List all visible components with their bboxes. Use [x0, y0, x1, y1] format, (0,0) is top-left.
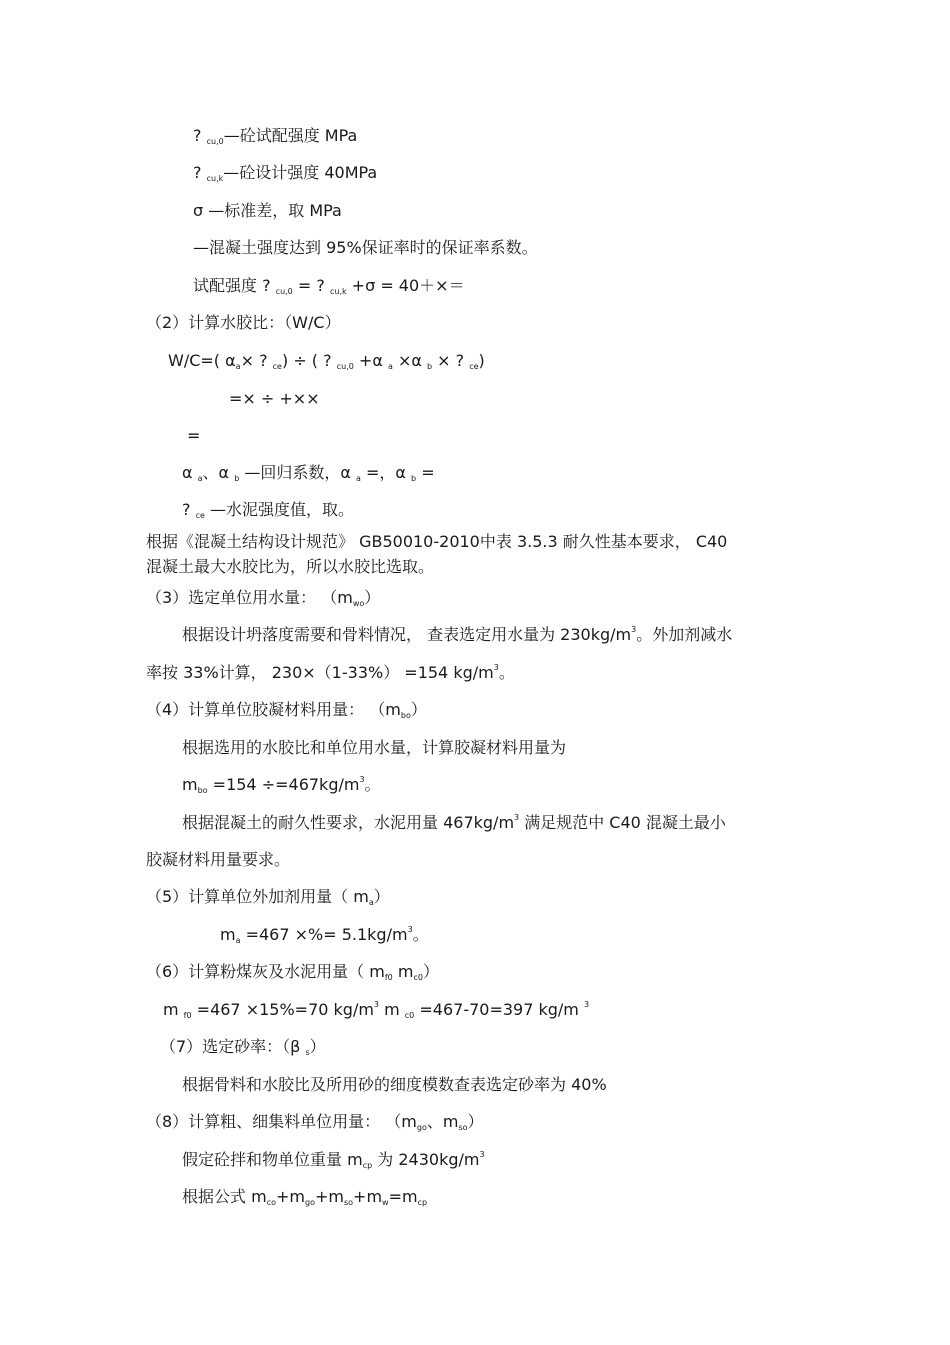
- formula-line: =: [187, 426, 201, 445]
- formula-line: ma =467 ×%= $5.1kg/m^3$。: [220, 925, 429, 945]
- paragraph-line: 假定砼拌和物单位重量 mcp 为 $2430kg/m^3$: [182, 1150, 485, 1170]
- section-heading: （4）计算单位胶凝材料用量： （mbo）: [146, 700, 427, 720]
- text-line: σ —标准差，取 MPa: [193, 201, 342, 220]
- section-heading: （6）计算粉煤灰及水泥用量（ mf0 mc0）: [146, 962, 439, 982]
- text-line: ? ce —水泥强度值，取。: [182, 500, 354, 520]
- text-line: ? cu,k—砼设计强度 40MPa: [193, 163, 378, 183]
- paragraph-line: 根据设计坍落度需要和骨料情况， 查表选定用水量为 $230kg/m^3$。外加剂减水: [182, 625, 733, 644]
- section-heading: （5）计算单位外加剂用量（ ma）: [146, 887, 390, 907]
- text-line: —混凝土强度达到 95%保证率时的保证率系数。: [193, 238, 538, 257]
- formula-line: 根据公式 mco+mgo+mso+mw=mcp: [182, 1187, 428, 1207]
- formula-line: mbo $=154 \div=467kg/m^3$。: [182, 775, 381, 795]
- formula-line: m f0 =467 ×15%=70 $kg/m^3$ m c0 =467-70=397 kg/m $^3$: [163, 1000, 590, 1020]
- paragraph-line: 混凝土最大水胶比为，所以水胶比选取。: [146, 557, 435, 576]
- formula-line: W/C=( αa× ? ce) ÷ ( ? cu,0 +α a ×α b × ? ce): [168, 351, 485, 371]
- section-heading: （8）计算粗、细集料单位用量： （mgo、mso）: [146, 1112, 484, 1132]
- paragraph-line: 根据选用的水胶比和单位用水量，计算胶凝材料用量为: [182, 738, 567, 757]
- section-heading: （7）选定砂率：（β s）: [160, 1037, 326, 1057]
- section-heading: （3）选定单位用水量： （mwo）: [146, 588, 381, 608]
- text-line: 试配强度 ? cu,0 = ? cu,k +σ = 40＋×＝: [193, 276, 465, 296]
- section-heading: （2）计算水胶比：（W/C）: [146, 313, 341, 332]
- paragraph-line: 胶凝材料用量要求。: [146, 850, 291, 869]
- text-line: α a、α b —回归系数，α a =，α b =: [182, 463, 435, 483]
- formula-line: =× ÷ +××: [229, 389, 320, 408]
- paragraph-line: 根据混凝土的耐久性要求，水泥用量 $467kg/m^3$ 满足规范中 C40 混凝土最小: [182, 813, 726, 832]
- paragraph-line: 根据骨料和水胶比及所用砂的细度模数查表选定砂率为 40%: [182, 1075, 607, 1094]
- paragraph-line: 率按 33%计算， 230×（1-33%） =154 $kg/m^3$。: [146, 663, 515, 682]
- paragraph-line: 根据《混凝土结构设计规范》 GB50010-2010中表 3.5.3 耐久性基本要求， C40: [146, 532, 728, 551]
- text-line: ? cu,0—砼试配强度 MPa: [193, 126, 358, 146]
